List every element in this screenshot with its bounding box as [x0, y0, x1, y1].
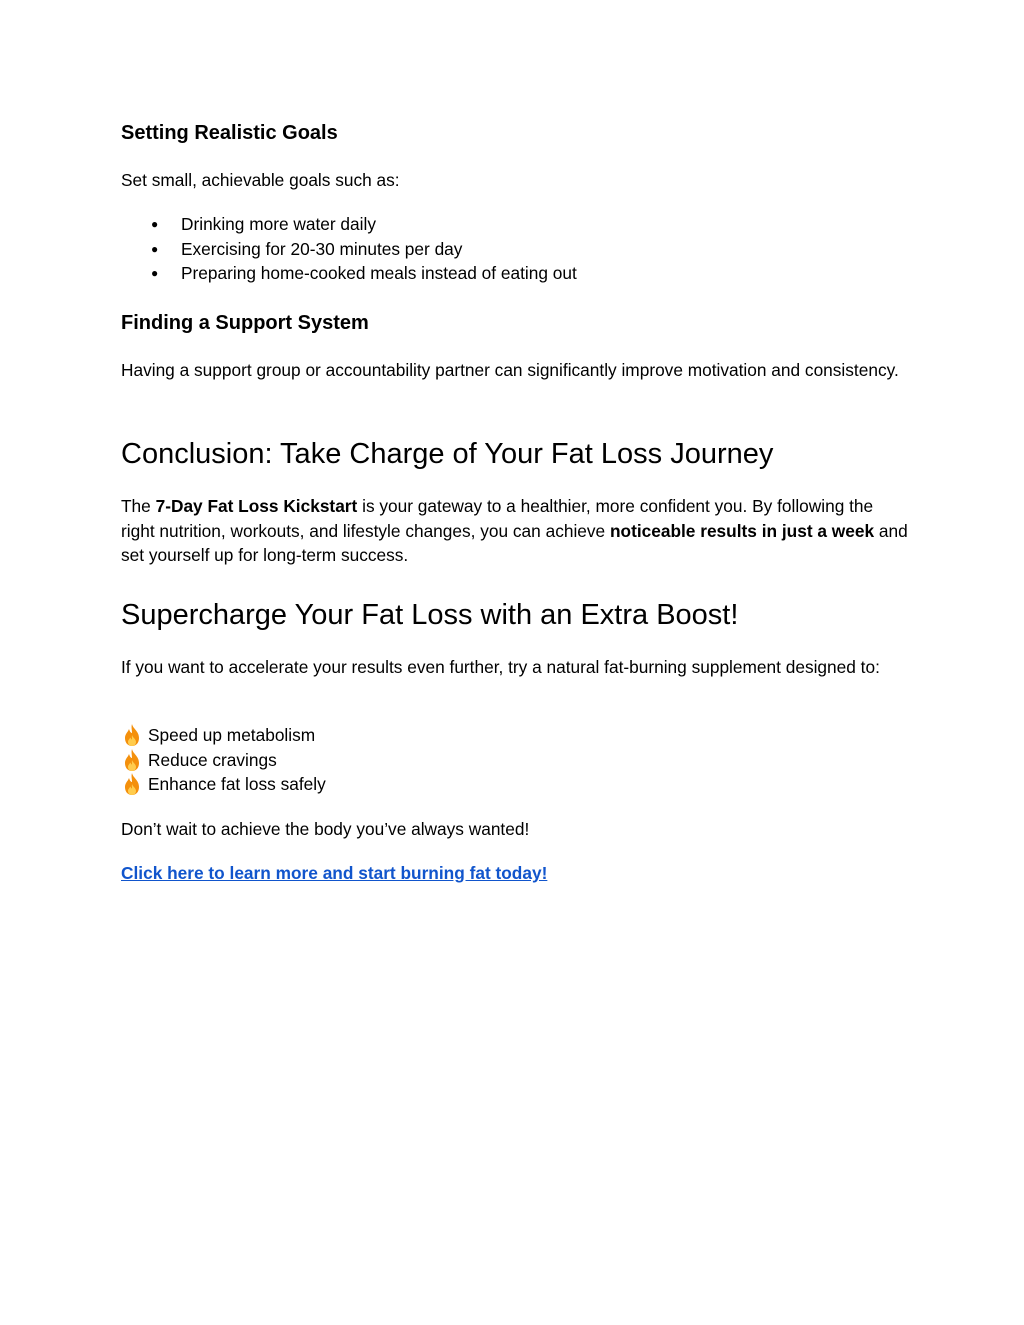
list-item [121, 772, 326, 797]
list-item [121, 237, 577, 262]
bullet-icon: ● [151, 217, 159, 231]
bullet-icon: ● [151, 241, 159, 256]
boost-intro: If you want to accelerate your results even further, try a natural fat-burning supplement designed to: [121, 657, 880, 677]
fire-icon [121, 723, 143, 747]
conclusion-paragraph: The 7-Day Fat Loss Kickstart is your gateway to a healthier, more confident you. By following the right nutrition, workouts, and lifestyle changes, you can achieve noticeable results in just a week and set yourself up for long-term success. [121, 496, 908, 565]
list-item [121, 748, 326, 773]
heading-finding-support-system: Finding a Support System [121, 312, 369, 334]
bullet-icon: ● [151, 266, 159, 280]
list-item [121, 261, 577, 286]
benefit-text: Speed up metabolism [148, 725, 316, 745]
list-item-text: Preparing home-cooked meals instead of eating out [181, 263, 577, 283]
benefit-text: Reduce cravings [148, 749, 277, 770]
fire-icon [121, 748, 143, 772]
heading-setting-realistic-goals: Setting Realistic Goals [121, 122, 338, 144]
list-item [121, 212, 577, 237]
list-item [121, 723, 326, 748]
cta-link[interactable]: Click here to learn more and start burning fat today! [121, 863, 548, 883]
heading-conclusion: Conclusion: Take Charge of Your Fat Loss Journey [121, 438, 774, 470]
fire-icon [121, 772, 143, 796]
results-bold: noticeable results in just a week [609, 520, 875, 541]
kickstart-bold: 7-Day Fat Loss Kickstart [155, 496, 358, 516]
list-item-text: Drinking more water daily [181, 214, 376, 234]
benefits-list [121, 723, 326, 797]
goals-list [121, 212, 577, 286]
heading-supercharge: Supercharge Your Fat Loss with an Extra Boost! [121, 599, 739, 631]
closing-line: Don’t wait to achieve the body you’ve always wanted! [121, 819, 530, 839]
goals-intro: Set small, achievable goals such as: [121, 170, 400, 190]
benefit-text: Enhance fat loss safely [148, 774, 326, 794]
support-paragraph: Having a support group or accountability partner can significantly improve motivation and consistency. [121, 360, 899, 380]
list-item-text: Exercising for 20-30 minutes per day [181, 238, 463, 259]
